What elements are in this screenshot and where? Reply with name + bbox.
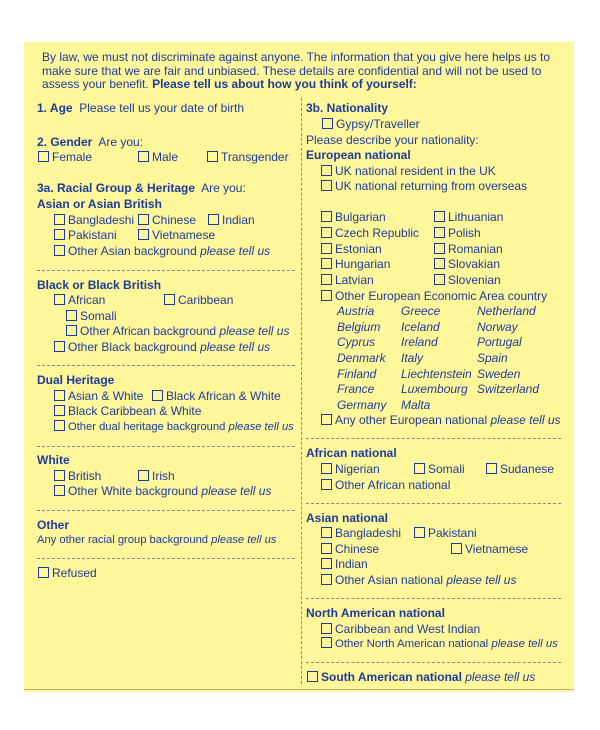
eea-country: Ireland [401, 335, 438, 349]
checkbox[interactable] [54, 229, 65, 240]
checkbox[interactable] [38, 151, 49, 162]
age-heading: 1. Age [37, 101, 73, 115]
option-label: UK national resident in the UK [335, 164, 496, 178]
nationality-option[interactable] [321, 557, 368, 571]
nationality-option[interactable] [434, 257, 500, 271]
nationality-option[interactable] [322, 117, 420, 131]
checkbox[interactable] [321, 180, 332, 191]
option-label: Pakistani [68, 228, 117, 242]
african-national-title: African national [306, 446, 397, 460]
option-label: Slovenian [448, 273, 501, 287]
racial-heading: 3a. Racial Group & Heritage [37, 181, 196, 195]
asian-british-title: Asian or Asian British [37, 197, 162, 211]
option-note: please tell us [200, 244, 271, 258]
checkbox[interactable] [54, 214, 65, 225]
checkbox[interactable] [207, 151, 218, 162]
option-label: Somali [428, 462, 465, 476]
option-label: Irish [152, 469, 175, 483]
checkbox[interactable] [307, 671, 318, 682]
option-label: Female [52, 150, 93, 164]
checkbox[interactable] [321, 274, 332, 285]
gender-heading: 2. Gender [37, 135, 93, 149]
section-separator [37, 558, 295, 559]
nationality-option[interactable] [414, 526, 477, 540]
racial-option-other[interactable] [54, 340, 270, 354]
age-prompt: Please tell us your date of birth [79, 101, 245, 115]
racial-option[interactable] [164, 293, 233, 307]
column-divider [301, 98, 302, 684]
section-separator [306, 503, 561, 504]
gender-option[interactable] [207, 150, 289, 164]
checkbox[interactable] [38, 567, 49, 578]
option-label: Czech Republic [335, 226, 420, 240]
eea-country: Denmark [337, 351, 386, 365]
checkbox[interactable] [54, 341, 65, 352]
checkbox[interactable] [434, 258, 445, 269]
option-label: Bangladeshi [68, 213, 135, 227]
other-racial-prompt [37, 533, 276, 547]
racial-section [37, 181, 246, 195]
option-note: please tell us [465, 670, 536, 684]
racial-option-other[interactable] [54, 420, 294, 434]
option-label: South American national [321, 670, 462, 684]
option-label: Romanian [448, 242, 503, 256]
racial-option[interactable] [208, 213, 255, 227]
racial-option[interactable] [54, 469, 101, 483]
checkbox[interactable] [321, 243, 332, 254]
option-label: Indian [222, 213, 255, 227]
option-label: Asian & White [68, 389, 144, 403]
nationality-option-other[interactable] [321, 478, 450, 492]
checkbox[interactable] [451, 543, 462, 554]
intro-paragraph [42, 51, 562, 92]
racial-option[interactable] [152, 389, 281, 403]
checkbox[interactable] [152, 390, 163, 401]
checkbox[interactable] [321, 558, 332, 569]
option-label: Any other European national [335, 413, 488, 427]
checkbox[interactable] [414, 527, 425, 538]
racial-option[interactable] [138, 469, 175, 483]
checkbox[interactable] [321, 463, 332, 474]
checkbox[interactable] [138, 229, 149, 240]
gender-prompt: Are you: [98, 135, 144, 149]
option-note: please tell us [201, 484, 272, 498]
gender-option[interactable] [38, 150, 92, 164]
racial-option[interactable] [54, 228, 117, 242]
option-label: Slovakian [448, 257, 501, 271]
eea-country: Belgium [337, 320, 381, 334]
checkbox[interactable] [66, 310, 77, 321]
option-label: Chinese [335, 542, 380, 556]
racial-option[interactable] [54, 213, 134, 227]
section-separator [306, 662, 561, 663]
checkbox[interactable] [321, 527, 332, 538]
nationality-option[interactable] [321, 289, 547, 303]
eea-country: Italy [401, 351, 424, 365]
checkbox[interactable] [321, 623, 332, 634]
nationality-option[interactable] [434, 273, 501, 287]
checkbox[interactable] [54, 470, 65, 481]
option-label: Other dual heritage background [68, 421, 226, 433]
nationality-option[interactable] [451, 542, 528, 556]
option-label: Other Black background [68, 340, 197, 354]
option-label: Other Asian national [335, 573, 444, 587]
checkbox[interactable] [138, 151, 149, 162]
section-separator [37, 270, 295, 271]
checkbox[interactable] [66, 325, 77, 336]
gender-section [37, 135, 143, 149]
option-note: please tell us [200, 340, 271, 354]
option-label: Sudanese [500, 462, 555, 476]
nationality-option-other[interactable] [321, 413, 561, 427]
option-label: Bangladeshi [335, 526, 402, 540]
asian-national-title: Asian national [306, 511, 389, 525]
section-separator [306, 438, 561, 439]
nationality-option[interactable] [321, 226, 419, 240]
option-label: Gypsy/Traveller [336, 117, 420, 131]
racial-prompt: Are you: [201, 181, 246, 195]
section-separator [37, 446, 295, 447]
checkbox[interactable] [138, 214, 149, 225]
option-note: please tell us [228, 421, 294, 433]
option-label: Indian [335, 557, 368, 571]
option-note: please tell us [446, 573, 517, 587]
eea-country: Malta [401, 398, 431, 412]
nationality-option[interactable] [414, 462, 465, 476]
checkbox[interactable] [321, 414, 332, 425]
option-label: Somali [80, 309, 117, 323]
eea-country: Iceland [401, 320, 440, 334]
option-label: Hungarian [335, 257, 391, 271]
checkbox[interactable] [321, 574, 332, 585]
eea-country: France [337, 382, 375, 396]
racial-option[interactable] [66, 309, 117, 323]
racial-option[interactable] [54, 404, 201, 418]
prompt-text: Any other racial group background [37, 534, 209, 546]
eea-country: Luxembourg [401, 382, 468, 396]
checkbox[interactable] [164, 294, 175, 305]
racial-option-other[interactable] [66, 324, 289, 338]
option-label: British [68, 469, 102, 483]
nationality-option[interactable] [321, 179, 527, 193]
checkbox[interactable] [321, 258, 332, 269]
option-label: Male [152, 150, 179, 164]
form-sheet [24, 42, 574, 692]
nationality-option[interactable] [434, 242, 503, 256]
option-label: Other European Economic Area country [335, 289, 548, 303]
checkbox[interactable] [54, 390, 65, 401]
intro-emphasis: Please tell us about how you think of yourself: [152, 77, 417, 91]
checkbox[interactable] [54, 420, 65, 431]
eea-country: Liechtenstein [401, 367, 472, 381]
option-label: Refused [52, 566, 97, 580]
checkbox[interactable] [414, 463, 425, 474]
option-label: Nigerian [335, 462, 380, 476]
nationality-option-other[interactable] [321, 573, 516, 587]
option-label: African [68, 293, 106, 307]
eea-country: Greece [401, 304, 441, 318]
option-label: Pakistani [428, 526, 477, 540]
option-label: Vietnamese [152, 228, 216, 242]
eea-country: Spain [477, 351, 508, 365]
option-label: Latvian [335, 273, 374, 287]
nationality-describe: Please describe your nationality: [306, 133, 479, 147]
checkbox[interactable] [321, 211, 332, 222]
racial-option-other[interactable] [54, 244, 270, 258]
eea-country: Finland [337, 367, 377, 381]
option-label: Estonian [335, 242, 382, 256]
eea-country: Austria [337, 304, 375, 318]
checkbox[interactable] [321, 165, 332, 176]
checkbox[interactable] [321, 290, 332, 301]
intro-text: By law, we must not discriminate against anyone. The information that you give here helps us to make sure that we are fair and unbiased. These details are confidential and will not be used to assess your benefit. [42, 50, 551, 91]
option-label: Black African & White [166, 389, 281, 403]
checkbox[interactable] [138, 470, 149, 481]
option-label: Caribbean [178, 293, 234, 307]
checkbox[interactable] [321, 479, 332, 490]
option-note: please tell us [491, 638, 558, 650]
eea-country: Sweden [477, 367, 521, 381]
checkbox[interactable] [54, 405, 65, 416]
checkbox[interactable] [434, 227, 445, 238]
option-label: Other North American national [335, 638, 489, 650]
checkbox[interactable] [54, 294, 65, 305]
eea-country: Portugal [477, 335, 522, 349]
black-british-title: Black or Black British [37, 278, 162, 292]
option-label: Other White background [68, 484, 199, 498]
other-title: Other [37, 518, 70, 532]
racial-option[interactable] [54, 389, 143, 403]
nationality-option[interactable] [486, 462, 554, 476]
south-american-option[interactable] [307, 670, 535, 684]
gender-option[interactable] [138, 150, 178, 164]
checkbox[interactable] [54, 485, 65, 496]
checkbox[interactable] [434, 243, 445, 254]
nationality-option[interactable] [434, 226, 481, 240]
checkbox[interactable] [486, 463, 497, 474]
dual-heritage-title: Dual Heritage [37, 373, 115, 387]
nationality-option[interactable] [321, 257, 390, 271]
european-title: European national [306, 148, 411, 162]
option-label: Polish [448, 226, 481, 240]
option-label: Other African background [80, 324, 217, 338]
nationality-option[interactable] [321, 462, 380, 476]
nationality-option[interactable] [321, 542, 379, 556]
section-separator [306, 598, 561, 599]
checkbox[interactable] [322, 118, 333, 129]
nationality-option[interactable] [321, 242, 382, 256]
option-label: Other African national [335, 478, 451, 492]
checkbox[interactable] [321, 543, 332, 554]
option-label: UK national returning from overseas [335, 179, 528, 193]
option-label: Transgender [221, 150, 289, 164]
section-separator [37, 510, 295, 511]
sheet-bottom-border [24, 689, 574, 690]
racial-option[interactable] [138, 228, 215, 242]
option-label: Black Caribbean & White [68, 404, 202, 418]
eea-country: Norway [477, 320, 518, 334]
eea-country: Switzerland [477, 382, 540, 396]
section-separator [37, 365, 295, 366]
checkbox[interactable] [54, 245, 65, 256]
option-label: Bulgarian [335, 210, 386, 224]
option-label: Lithuanian [448, 210, 504, 224]
nationality-option[interactable] [434, 210, 503, 224]
racial-option[interactable] [54, 293, 105, 307]
racial-option[interactable] [138, 213, 196, 227]
checkbox[interactable] [321, 637, 332, 648]
option-note: please tell us [219, 324, 290, 338]
checkbox[interactable] [208, 214, 219, 225]
checkbox[interactable] [434, 274, 445, 285]
nationality-heading: 3b. Nationality [306, 101, 389, 115]
nationality-option[interactable] [321, 210, 386, 224]
option-label: Caribbean and West Indian [335, 622, 481, 636]
prompt-note: please tell us [211, 534, 277, 546]
eea-country: Germany [337, 398, 387, 412]
option-label: Chinese [152, 213, 197, 227]
checkbox[interactable] [321, 227, 332, 238]
white-title: White [37, 453, 70, 467]
refused-option[interactable] [38, 566, 97, 580]
option-label: Other Asian background [68, 244, 197, 258]
checkbox[interactable] [434, 211, 445, 222]
eea-country: Netherland [477, 304, 536, 318]
nationality-option[interactable] [321, 622, 480, 636]
age-section [37, 101, 244, 115]
option-label: Vietnamese [465, 542, 529, 556]
nationality-option[interactable] [321, 164, 496, 178]
eea-country: Cyprus [337, 335, 376, 349]
nationality-option-other[interactable] [321, 637, 558, 651]
nationality-option[interactable] [321, 273, 374, 287]
option-note: please tell us [490, 413, 561, 427]
nationality-option[interactable] [321, 526, 401, 540]
north-american-title: North American national [306, 606, 445, 620]
racial-option-other[interactable] [54, 484, 271, 498]
